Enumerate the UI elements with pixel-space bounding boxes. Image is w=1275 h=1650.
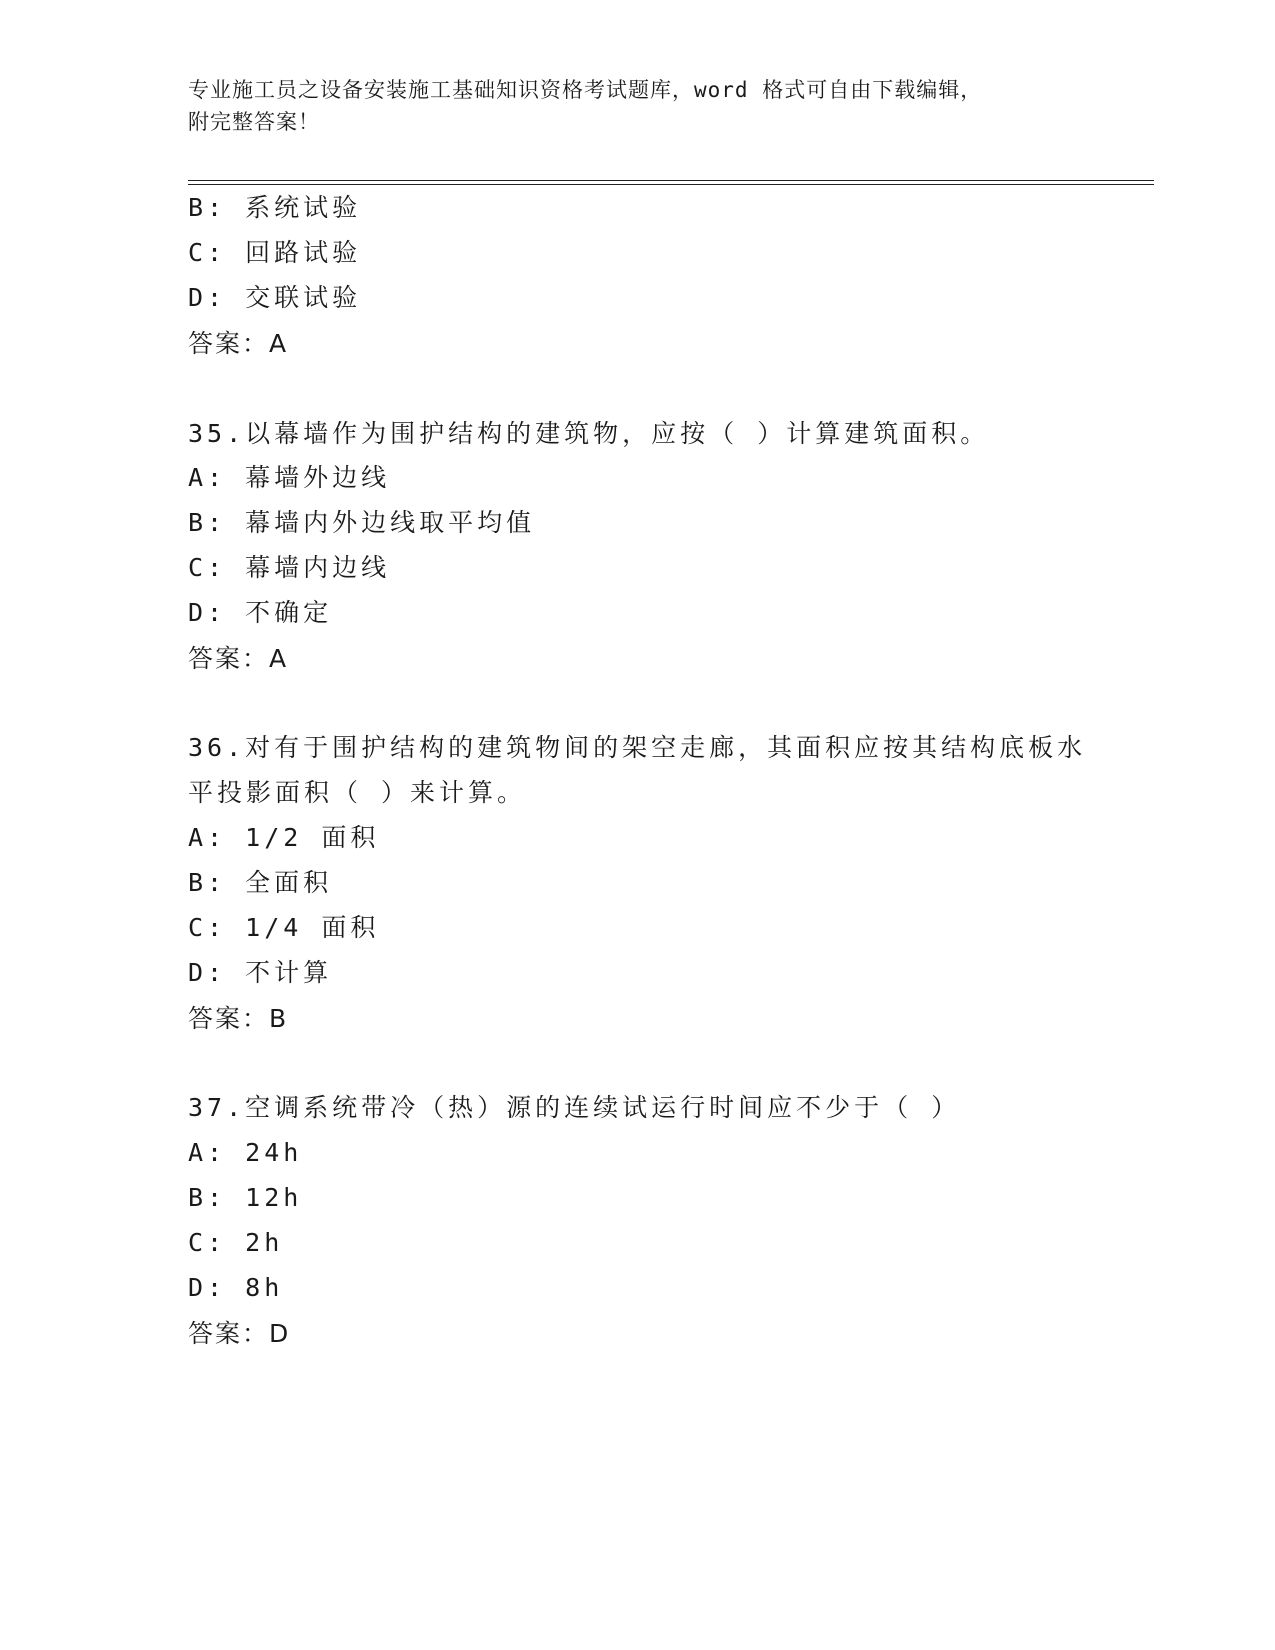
- header-line-1: 专业施工员之设备安装施工基础知识资格考试题库，word 格式可自由下载编辑，: [188, 78, 983, 102]
- header-divider-bottom: [188, 184, 1154, 185]
- header-divider-top: [188, 180, 1154, 181]
- header-line-2: 附完整答案！: [188, 110, 320, 134]
- q35-answer: 答案：A: [188, 644, 289, 673]
- q35-option-a: A: 幕墙外边线: [188, 463, 391, 492]
- document-header: [188, 74, 1088, 138]
- q37-option-b: B: 12h: [188, 1183, 303, 1212]
- q37-option-c: C: 2h: [188, 1228, 284, 1257]
- q36-stem-line-1: 36.对有于围护结构的建筑物间的架空走廊，其面积应按其结构底板水: [188, 733, 1087, 762]
- q36-option-a: A: 1/2 面积: [188, 823, 380, 852]
- q36-option-c: C: 1/4 面积: [188, 913, 380, 942]
- q36-option-b: B: 全面积: [188, 868, 333, 897]
- q35-option-c: C: 幕墙内边线: [188, 553, 391, 582]
- prev-answer: 答案：A: [188, 329, 289, 358]
- q37-answer: 答案：D: [188, 1319, 291, 1348]
- q35-option-d: D: 不确定: [188, 598, 333, 627]
- q37-option-a: A: 24h: [188, 1138, 303, 1167]
- q35-option-b: B: 幕墙内外边线取平均值: [188, 508, 536, 537]
- q35-stem: 35.以幕墙作为围护结构的建筑物，应按（ ）计算建筑面积。: [188, 419, 990, 448]
- prev-option-b: B: 系统试验: [188, 193, 362, 222]
- prev-option-c: C: 回路试验: [188, 238, 362, 267]
- prev-option-d: D: 交联试验: [188, 283, 362, 312]
- q36-answer: 答案：B: [188, 1004, 289, 1033]
- q37-stem: 37.空调系统带冷（热）源的连续试运行时间应不少于（ ）: [188, 1093, 961, 1122]
- q36-option-d: D: 不计算: [188, 958, 333, 987]
- q37-option-d: D: 8h: [188, 1273, 284, 1302]
- q36-stem-line-2: 平投影面积（ ）来计算。: [188, 778, 527, 807]
